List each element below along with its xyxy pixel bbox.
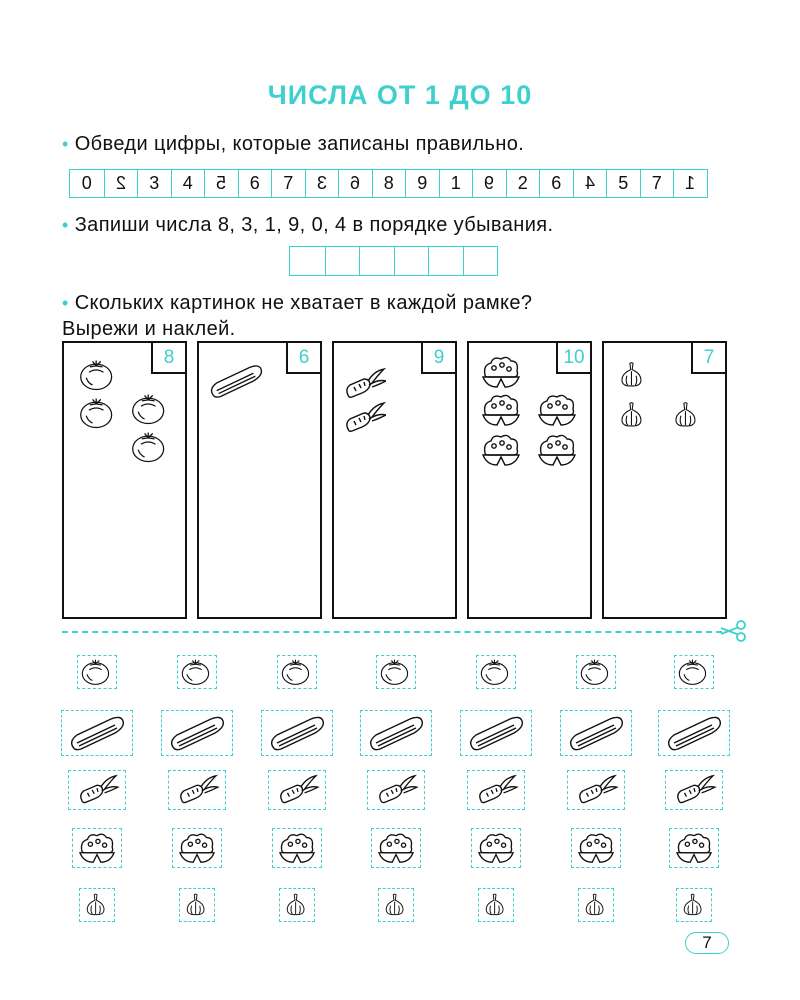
digit-cell-mirrored[interactable]: 9 <box>472 170 506 197</box>
cucumber-icon <box>207 361 265 406</box>
cutout-carrot-icon[interactable] <box>467 770 525 810</box>
frame-number: 9 <box>421 341 457 374</box>
cutout-carrot-icon[interactable] <box>268 770 326 810</box>
answer-cell[interactable] <box>394 247 429 275</box>
digit-cell-mirrored[interactable]: 2 <box>104 170 138 197</box>
cutout-cucumber-icon[interactable] <box>560 710 632 756</box>
cutout-cucumber-icon[interactable] <box>261 710 333 756</box>
cutout-carrot-icon[interactable] <box>68 770 126 810</box>
cutout-cauliflower-icon[interactable] <box>571 828 621 868</box>
task-3-text-line2: Вырежи и наклей. <box>62 318 236 340</box>
cutout-cucumber-icon[interactable] <box>360 710 432 756</box>
page-number: 7 <box>685 932 729 954</box>
cutout-tomato-icon[interactable] <box>376 655 416 689</box>
bullet: • <box>62 215 69 235</box>
task-3-text-line1: Скольких картинок не хватает в каждой рамке? <box>74 292 533 314</box>
frame-number: 10 <box>556 341 592 374</box>
frame-number: 6 <box>286 341 322 374</box>
digit-cell-mirrored[interactable]: 3 <box>305 170 339 197</box>
digit-cell[interactable]: 3 <box>137 170 171 197</box>
digit-strip <box>69 169 708 198</box>
garlic-icon <box>616 399 650 436</box>
digit-cell-mirrored[interactable]: 4 <box>573 170 607 197</box>
cutout-garlic-icon[interactable] <box>478 888 514 922</box>
digit-cell[interactable]: 7 <box>640 170 674 197</box>
task-2-text: Запиши числа 8, 3, 1, 9, 0, 4 в порядке убывания. <box>74 214 554 236</box>
cutout-garlic-icon[interactable] <box>578 888 614 922</box>
cutout-carrot-icon[interactable] <box>168 770 226 810</box>
answer-cell[interactable] <box>428 247 463 275</box>
picture-frame[interactable] <box>197 341 322 619</box>
cauliflower-icon <box>535 431 579 474</box>
cutout-cauliflower-icon[interactable] <box>471 828 521 868</box>
answer-cell[interactable] <box>359 247 394 275</box>
cutout-tomato-icon[interactable] <box>576 655 616 689</box>
digit-cell-mirrored[interactable]: 6 <box>338 170 372 197</box>
digit-cell[interactable]: 2 <box>506 170 540 197</box>
carrot-icon <box>342 399 386 442</box>
tomato-icon <box>78 357 118 398</box>
cauliflower-icon <box>479 431 523 474</box>
digit-cell[interactable]: 0 <box>81 173 92 193</box>
cutout-cauliflower-icon[interactable] <box>272 828 322 868</box>
digit-cell-mirrored[interactable]: 5 <box>204 170 238 197</box>
task-2 <box>62 212 553 238</box>
picture-frame[interactable] <box>332 341 457 619</box>
cutout-cauliflower-icon[interactable] <box>669 828 719 868</box>
tomato-icon <box>130 391 170 432</box>
task-3 <box>62 290 532 342</box>
tomato-icon <box>130 429 170 470</box>
digit-cell[interactable]: 6 <box>539 170 573 197</box>
cutout-cauliflower-icon[interactable] <box>72 828 122 868</box>
cutout-garlic-icon[interactable] <box>378 888 414 922</box>
page-title: ЧИСЛА ОТ 1 ДО 10 <box>267 80 533 110</box>
cauliflower-icon <box>479 353 523 396</box>
answer-cell[interactable] <box>463 247 498 275</box>
cutout-tomato-icon[interactable] <box>476 655 516 689</box>
frame-number: 8 <box>151 341 187 374</box>
cutout-garlic-icon[interactable] <box>676 888 712 922</box>
cutout-tomato-icon[interactable] <box>277 655 317 689</box>
cauliflower-icon <box>479 391 523 434</box>
garlic-icon <box>616 359 650 396</box>
cutout-garlic-icon[interactable] <box>79 888 115 922</box>
answer-cell[interactable] <box>325 247 360 275</box>
digit-cell[interactable]: 6 <box>238 170 272 197</box>
garlic-icon <box>670 399 704 436</box>
cutout-carrot-icon[interactable] <box>567 770 625 810</box>
picture-frame[interactable] <box>467 341 592 619</box>
digit-cell[interactable]: 5 <box>606 170 640 197</box>
cutout-cauliflower-icon[interactable] <box>172 828 222 868</box>
cutout-cauliflower-icon[interactable] <box>371 828 421 868</box>
digit-cell[interactable]: 8 <box>372 170 406 197</box>
cutout-cucumber-icon[interactable] <box>61 710 133 756</box>
answer-cells[interactable] <box>289 246 498 276</box>
digit-cell[interactable]: 4 <box>171 170 205 197</box>
cutout-tomato-icon[interactable] <box>77 655 117 689</box>
bullet: • <box>62 293 69 313</box>
cutout-cucumber-icon[interactable] <box>161 710 233 756</box>
digit-cell-mirrored[interactable]: 1 <box>673 170 707 197</box>
cutout-cucumber-icon[interactable] <box>658 710 730 756</box>
cutout-garlic-icon[interactable] <box>279 888 315 922</box>
cutout-tomato-icon[interactable] <box>674 655 714 689</box>
picture-frame[interactable] <box>602 341 727 619</box>
task-1 <box>62 131 524 157</box>
answer-cell[interactable] <box>290 247 325 275</box>
cutout-tomato-icon[interactable] <box>177 655 217 689</box>
picture-frame[interactable] <box>62 341 187 619</box>
bullet: • <box>62 134 69 154</box>
digit-cell[interactable]: 7 <box>271 170 305 197</box>
digit-cell[interactable]: 1 <box>439 170 473 197</box>
scissors-icon <box>717 619 747 643</box>
frame-number: 7 <box>691 341 727 374</box>
cut-line <box>62 631 722 633</box>
cutout-garlic-icon[interactable] <box>179 888 215 922</box>
cutout-carrot-icon[interactable] <box>367 770 425 810</box>
cutout-cucumber-icon[interactable] <box>460 710 532 756</box>
cutout-carrot-icon[interactable] <box>665 770 723 810</box>
task-1-text: Обведи цифры, которые записаны правильно. <box>74 133 525 155</box>
digit-cell[interactable]: 9 <box>405 170 439 197</box>
tomato-icon <box>78 395 118 436</box>
cauliflower-icon <box>535 391 579 434</box>
